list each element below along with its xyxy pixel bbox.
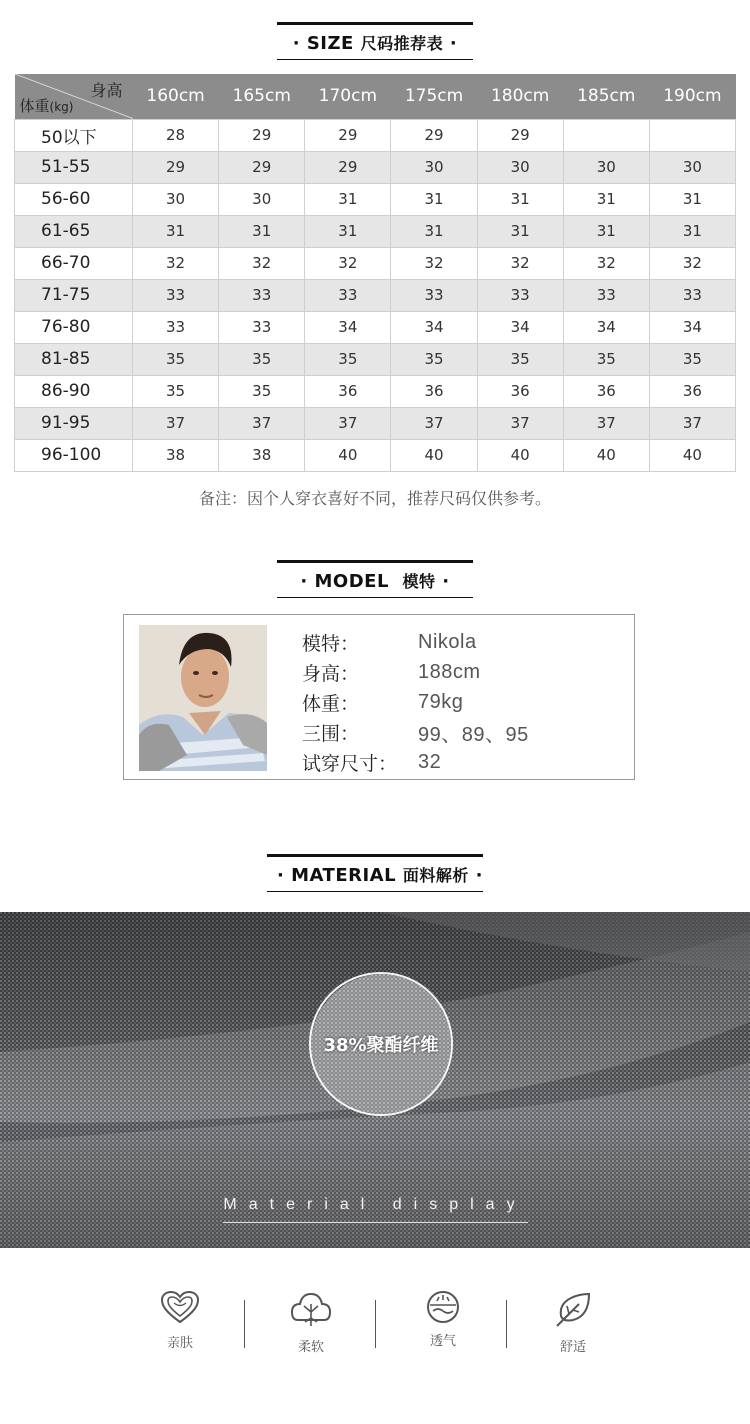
size-cell: 36	[305, 375, 391, 407]
size-table-row	[15, 151, 736, 183]
weight-range-cell: 76-80	[15, 311, 133, 343]
model-measurements-row: 三围： 99、89、95	[302, 722, 529, 746]
size-section-title: · SIZE 尺码推荐表 ·	[277, 22, 473, 60]
size-cell: 35	[391, 343, 477, 375]
size-cell: 36	[391, 375, 477, 407]
size-cell: 36	[649, 375, 735, 407]
weight-range-cell: 86-90	[15, 375, 133, 407]
size-cell: 29	[391, 119, 477, 151]
size-cell: 34	[563, 311, 649, 343]
weight-range-cell: 81-85	[15, 343, 133, 375]
feature-divider	[506, 1300, 507, 1348]
size-cell: 37	[563, 407, 649, 439]
size-cell: 35	[133, 343, 219, 375]
feature-comfortable: 舒适	[508, 1290, 638, 1355]
size-cell: 40	[649, 439, 735, 471]
model-section-title: · MODEL 模特 ·	[277, 560, 473, 598]
size-cell: 31	[649, 215, 735, 247]
model-weight-row: 体重： 79kg	[302, 690, 464, 715]
size-cell: 29	[305, 119, 391, 151]
size-cell: 33	[305, 279, 391, 311]
size-cell: 36	[477, 375, 563, 407]
size-cell: 40	[563, 439, 649, 471]
size-cell: 29	[133, 151, 219, 183]
size-cell: 31	[563, 183, 649, 215]
size-table-row	[15, 439, 736, 471]
weight-range-cell: 51-55	[15, 151, 133, 183]
size-cell: 31	[477, 183, 563, 215]
feature-breathable: 透气	[378, 1290, 508, 1349]
feature-divider	[375, 1300, 376, 1348]
size-cell: 32	[219, 247, 305, 279]
size-cell: 30	[219, 183, 305, 215]
cotton-icon	[290, 1290, 332, 1330]
size-cell: 33	[391, 279, 477, 311]
size-table-corner	[15, 74, 133, 119]
size-cell: 40	[305, 439, 391, 471]
model-info	[302, 627, 529, 777]
size-cell: 35	[305, 343, 391, 375]
size-cell: 34	[305, 311, 391, 343]
size-cell: 35	[477, 343, 563, 375]
size-cell: 29	[219, 119, 305, 151]
size-table-row	[15, 407, 736, 439]
size-table-row	[15, 119, 736, 151]
size-cell: 32	[133, 247, 219, 279]
size-table-row	[15, 343, 736, 375]
size-cell: 31	[563, 215, 649, 247]
size-cell: 31	[391, 215, 477, 247]
size-cell: 31	[219, 215, 305, 247]
size-table-row	[15, 279, 736, 311]
height-header: 165cm	[232, 86, 291, 107]
size-table-row	[15, 215, 736, 247]
height-header: 180cm	[490, 86, 550, 107]
size-cell: 37	[133, 407, 219, 439]
size-cell	[563, 119, 649, 151]
size-cell: 32	[391, 247, 477, 279]
size-cell: 34	[391, 311, 477, 343]
size-cell: 40	[477, 439, 563, 471]
model-photo	[139, 625, 267, 771]
size-cell: 37	[477, 407, 563, 439]
size-cell: 30	[133, 183, 219, 215]
size-cell: 37	[649, 407, 735, 439]
size-cell: 33	[219, 279, 305, 311]
size-cell: 29	[305, 151, 391, 183]
height-header: 190cm	[663, 86, 722, 107]
size-cell: 35	[133, 375, 219, 407]
weight-range-cell: 61-65	[15, 215, 133, 247]
size-cell: 31	[305, 215, 391, 247]
size-cell: 30	[391, 151, 477, 183]
model-height-row: 身高： 188cm	[302, 660, 481, 685]
fabric-badge: 38%聚酯纤维	[309, 972, 453, 1116]
size-cell: 34	[649, 311, 735, 343]
size-cell: 30	[649, 151, 735, 183]
feature-soft: 柔软	[246, 1290, 376, 1355]
size-cell: 34	[477, 311, 563, 343]
size-cell: 31	[477, 215, 563, 247]
model-card	[123, 614, 635, 780]
size-cell: 33	[563, 279, 649, 311]
weight-range-cell: 96-100	[15, 439, 133, 471]
material-display-underline	[223, 1222, 528, 1223]
height-header: 170cm	[318, 86, 378, 107]
size-note: 备注：因个人穿衣喜好不同，推荐尺码仅供参考。	[198, 489, 551, 508]
size-cell: 37	[305, 407, 391, 439]
size-cell: 29	[219, 151, 305, 183]
leaf-icon	[553, 1290, 593, 1330]
size-cell: 40	[391, 439, 477, 471]
size-cell: 31	[649, 183, 735, 215]
size-cell: 33	[133, 311, 219, 343]
size-cell: 33	[133, 279, 219, 311]
size-cell: 28	[133, 119, 219, 151]
size-cell: 38	[133, 439, 219, 471]
size-cell: 33	[219, 311, 305, 343]
size-table-row	[15, 311, 736, 343]
size-cell: 35	[649, 343, 735, 375]
size-cell: 32	[305, 247, 391, 279]
material-section-title: · MATERIAL 面料解析 ·	[267, 854, 483, 892]
feature-skin-friendly: 亲肤	[115, 1290, 245, 1351]
weight-range-cell: 50以下	[15, 119, 133, 151]
heart-icon	[160, 1290, 200, 1326]
material-display-label: Material display	[223, 1196, 527, 1213]
size-table-row	[15, 183, 736, 215]
weight-range-cell: 71-75	[15, 279, 133, 311]
size-cell: 30	[563, 151, 649, 183]
size-table-row	[15, 375, 736, 407]
weight-axis-label: 体重(kg)	[19, 96, 74, 115]
size-cell: 33	[477, 279, 563, 311]
weight-range-cell: 56-60	[15, 183, 133, 215]
size-cell: 32	[477, 247, 563, 279]
model-trial-size-row: 试穿尺寸： 32	[302, 750, 442, 775]
fabric-image	[0, 912, 750, 1248]
weight-range-cell: 66-70	[15, 247, 133, 279]
size-cell: 30	[477, 151, 563, 183]
size-cell: 29	[477, 119, 563, 151]
size-cell: 31	[133, 215, 219, 247]
size-table	[14, 74, 736, 472]
height-axis-label: 身高	[90, 81, 123, 100]
size-cell: 33	[649, 279, 735, 311]
size-cell: 35	[563, 343, 649, 375]
size-cell: 32	[649, 247, 735, 279]
size-cell: 32	[563, 247, 649, 279]
size-cell: 35	[219, 343, 305, 375]
breathable-icon	[425, 1290, 461, 1324]
size-cell: 37	[219, 407, 305, 439]
size-table-header	[15, 74, 736, 119]
size-cell	[649, 119, 735, 151]
size-cell: 35	[219, 375, 305, 407]
size-cell: 38	[219, 439, 305, 471]
feature-divider	[244, 1300, 245, 1348]
size-cell: 31	[305, 183, 391, 215]
size-cell: 36	[563, 375, 649, 407]
height-header: 175cm	[404, 86, 464, 107]
size-cell: 37	[391, 407, 477, 439]
height-header: 160cm	[146, 86, 205, 107]
model-name-row: 模特： Nikola	[302, 630, 477, 655]
weight-range-cell: 91-95	[15, 407, 133, 439]
size-cell: 31	[391, 183, 477, 215]
size-table-row	[15, 247, 736, 279]
height-header: 185cm	[577, 86, 636, 107]
